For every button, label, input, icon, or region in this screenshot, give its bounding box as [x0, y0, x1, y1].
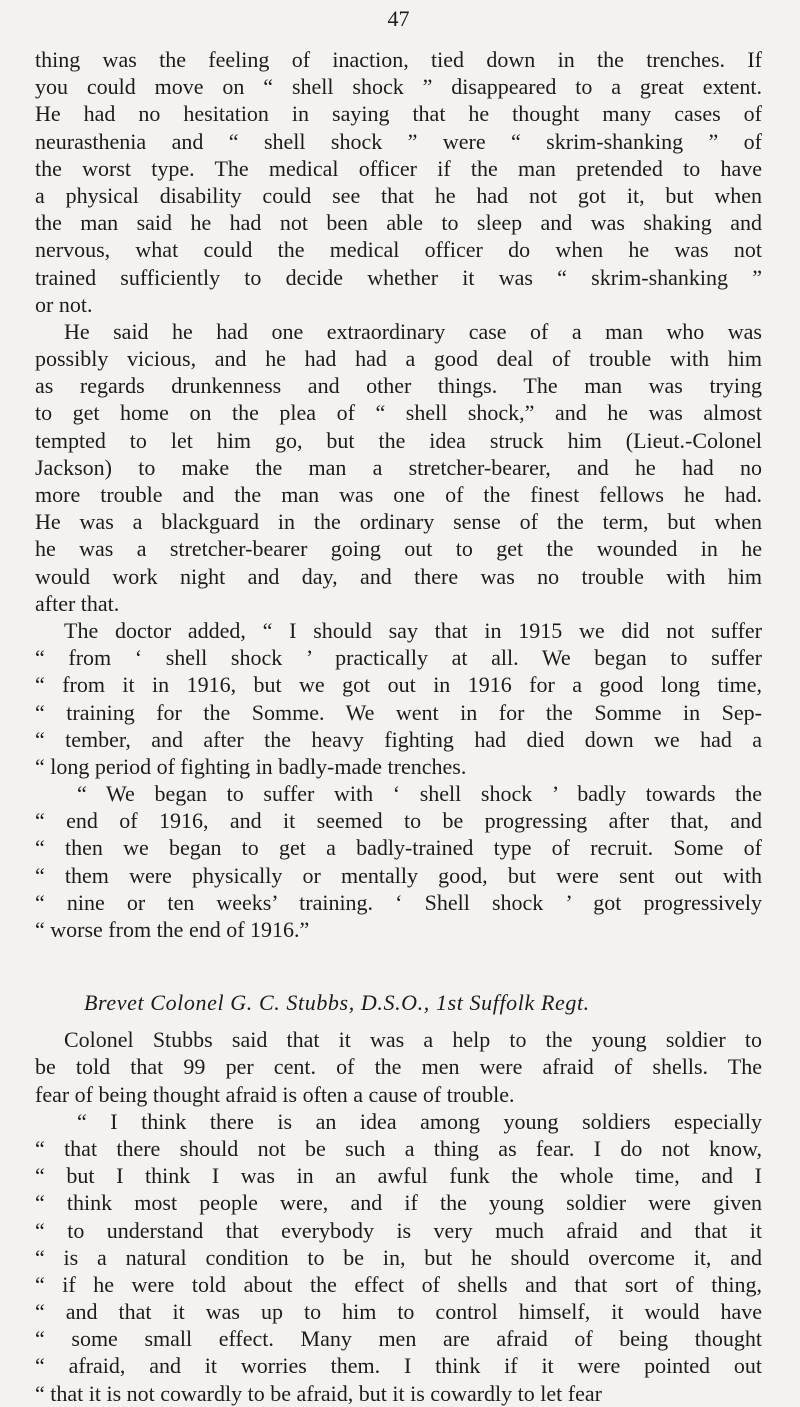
spacer [35, 943, 762, 989]
text-line: The doctor added, “ I should say that in 1915 we did not suffer [64, 617, 762, 643]
text-line: nervous, what could the medical officer do when he was not [35, 237, 762, 263]
text-line: “ We began to suffer with ‘ shell shock ’ badly towards the [77, 781, 762, 807]
text-line: “ that there should not be such a thing as fear. I do not know, [35, 1135, 762, 1161]
text-line: “ is a natural condition to be in, but he should overcome it, and [35, 1244, 762, 1270]
section-heading: Brevet Colonel G. C. Stubbs, D.S.O., 1st Suffolk Regt. [84, 990, 590, 1016]
text-line: you could move on “ shell shock ” disappeared to a great extent. [35, 74, 762, 100]
text-line: the man said he had not been able to sleep and was shaking and [35, 210, 762, 236]
paragraph [35, 617, 762, 780]
text-line: Colonel Stubbs said that it was a help to the young soldier to [64, 1027, 762, 1053]
page-number: 47 [387, 6, 410, 31]
text-line: the worst type. The medical officer if the man pretended to have [35, 155, 762, 181]
text-line: tempted to let him go, but the idea struck him (Lieut.-Colonel [35, 427, 762, 453]
text-line: “ think most people were, and if the young soldier were given [35, 1190, 762, 1216]
text-line: He had no hesitation in saying that he thought many cases of [35, 101, 762, 127]
spacer [35, 1016, 762, 1026]
text-line: “ then we began to get a badly-trained type of recruit. Some of [35, 835, 762, 861]
text-line: thing was the feeling of inaction, tied down in the trenches. If [35, 47, 762, 72]
text-line: a physical disability could see that he had not got it, but when [35, 182, 762, 208]
paragraph [35, 780, 762, 943]
text-line: Jackson) to make the man a stretcher-bearer, and he had no [35, 454, 762, 480]
text-line: to get home on the plea of “ shell shock,” and he was almost [35, 400, 762, 426]
body-text-before-heading [35, 46, 762, 943]
body-text-after-heading [35, 1026, 762, 1407]
text-line: “ worse from the end of 1916.” [35, 917, 310, 942]
text-line: fear of being thought afraid is often a cause of trouble. [35, 1081, 515, 1107]
text-line: be told that 99 per cent. of the men were afraid of shells. The [35, 1054, 762, 1080]
text-line: or not. [35, 291, 93, 317]
text-line: He was a blackguard in the ordinary sense of the term, but when [35, 509, 762, 535]
text-line: after that. [35, 590, 120, 616]
paragraph [35, 1026, 762, 1108]
text-line: would work night and day, and there was no trouble with him [35, 563, 762, 589]
text-line: “ some small effect. Many men are afraid of being thought [35, 1326, 762, 1352]
paragraph [35, 1108, 762, 1407]
text-line: “ nine or ten weeks’ training. ‘ Shell shock ’ got progressively [35, 889, 762, 915]
text-line: “ end of 1916, and it seemed to be progressing after that, and [35, 808, 762, 834]
text-line: “ and that it was up to him to control himself, it would have [35, 1299, 762, 1325]
text-line: he was a stretcher-bearer going out to get the wounded in he [35, 536, 762, 562]
paragraph [35, 46, 762, 318]
text-line: trained sufficiently to decide whether it was “ skrim-shanking ” [35, 264, 762, 290]
text-line: “ but I think I was in an awful funk the whole time, and I [35, 1163, 762, 1189]
text-line: more trouble and the man was one of the finest fellows he had. [35, 482, 762, 507]
text-line: He said he had one extraordinary case of a man who was [64, 318, 762, 344]
text-line: as regards drunkenness and other things. The man was trying [35, 373, 762, 399]
text-line: “ to understand that everybody is very much afraid and that it [35, 1217, 762, 1243]
text-line: “ them were physically or mentally good, but were sent out with [35, 862, 762, 888]
text-line: “ training for the Somme. We went in for the Somme in Sep- [35, 699, 762, 725]
paragraph [35, 318, 762, 617]
text-line: “ from ‘ shell shock ’ practically at all. We began to suffer [35, 645, 762, 671]
text-line: possibly vicious, and he had had a good deal of trouble with him [35, 346, 762, 372]
text-line: “ that it is not cowardly to be afraid, but it is cowardly to let fear [35, 1380, 602, 1406]
text-line: “ tember, and after the heavy fighting had died down we had a [35, 726, 762, 752]
text-line: “ if he were told about the effect of shells and that sort of thing, [35, 1271, 762, 1297]
text-line: neurasthenia and “ shell shock ” were “ skrim-shanking ” of [35, 128, 762, 154]
text-line: “ afraid, and it worries them. I think if it were pointed out [35, 1353, 762, 1379]
text-line: “ from it in 1916, but we got out in 1916 for a good long time, [35, 672, 762, 698]
text-line: “ I think there is an idea among young soldiers especially [77, 1108, 762, 1134]
text-line: “ long period of fighting in badly-made trenches. [35, 753, 467, 779]
